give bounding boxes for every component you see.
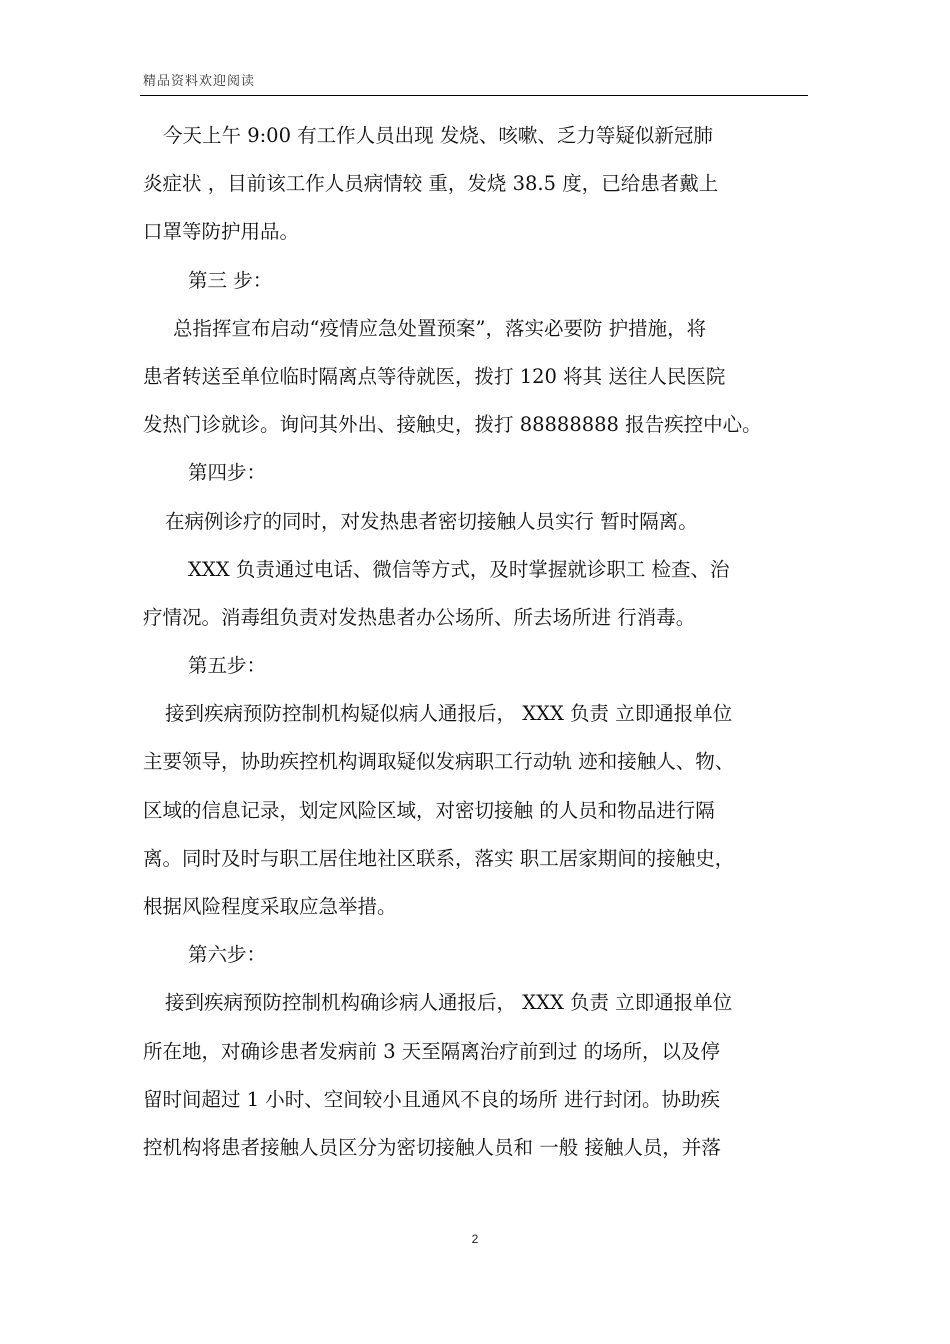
paragraph-line: 炎症状 ，目前该工作人员病情较 重，发烧 38.5 度，已给患者戴上 (143, 172, 719, 196)
paragraph-line: 患者转送至单位临时隔离点等待就医，拨打 120 将其 送往人民医院 (143, 364, 726, 388)
paragraph-line: 离。同时及时与职工居住地社区联系，落实 职工居家期间的接触史， (143, 846, 735, 870)
page-number: 2 (471, 1232, 479, 1246)
paragraph-line: 第六步： (188, 943, 267, 967)
document-body (143, 112, 808, 1172)
paragraph-line: 主要领导，协助疾控机构调取疑似发病职工行动轨 迹和接触人、物、 (143, 750, 735, 774)
paragraph-line: 口罩等防护用品。 (143, 220, 300, 244)
paragraph-line: 发热门诊就诊。询问其外出、接触史，拨打 88888888 报告疾控中心。 (143, 413, 762, 437)
paragraph-line: 第三 步： (188, 268, 273, 292)
paragraph-line: 在病例诊疗的同时，对发热患者密切接触人员实行 暂时隔离。 (165, 509, 698, 533)
paragraph-line: 区域的信息记录，划定风险区域，对密切接触 的人员和物品进行隔 (143, 798, 715, 822)
paragraph-line: 接到疾病预防控制机构疑似病人通报后， XXX 负责 立即通报单位 (165, 702, 733, 726)
paragraph-line: 所在地，对确诊患者发病前 3 天至隔离治疗前到过 的场所，以及停 (143, 1039, 721, 1063)
paragraph-line: XXX 负责通过电话、微信等方式，及时掌握就诊职工 检查、治 (188, 557, 730, 581)
paragraph-line: 疗情况。消毒组负责对发热患者办公场所、所去场所进 行消毒。 (143, 605, 696, 629)
paragraph-line: 第四步： (188, 461, 267, 485)
paragraph-line: 接到疾病预防控制机构确诊病人通报后， XXX 负责 立即通报单位 (165, 991, 733, 1015)
paragraph-line: 第五步： (188, 654, 267, 678)
paragraph-line: 今天上午 9:00 有工作人员出现 发烧、咳嗽、乏力等疑似新冠肺 (163, 124, 713, 147)
paragraph-line: 留时间超过 1 小时、空间较小且通风不良的场所 进行封闭。协助疾 (143, 1087, 721, 1111)
header-divider (140, 95, 808, 96)
header-title: 精品资料欢迎阅读 (143, 74, 256, 89)
paragraph-line: 总指挥宣布启动“疫情应急处置预案”，落实必要防 护措施，将 (173, 316, 707, 340)
paragraph-line: 根据风险程度采取应急举措。 (143, 895, 397, 918)
paragraph-line: 控机构将患者接触人员区分为密切接触人员和 一般 接触人员，并落 (143, 1135, 721, 1159)
